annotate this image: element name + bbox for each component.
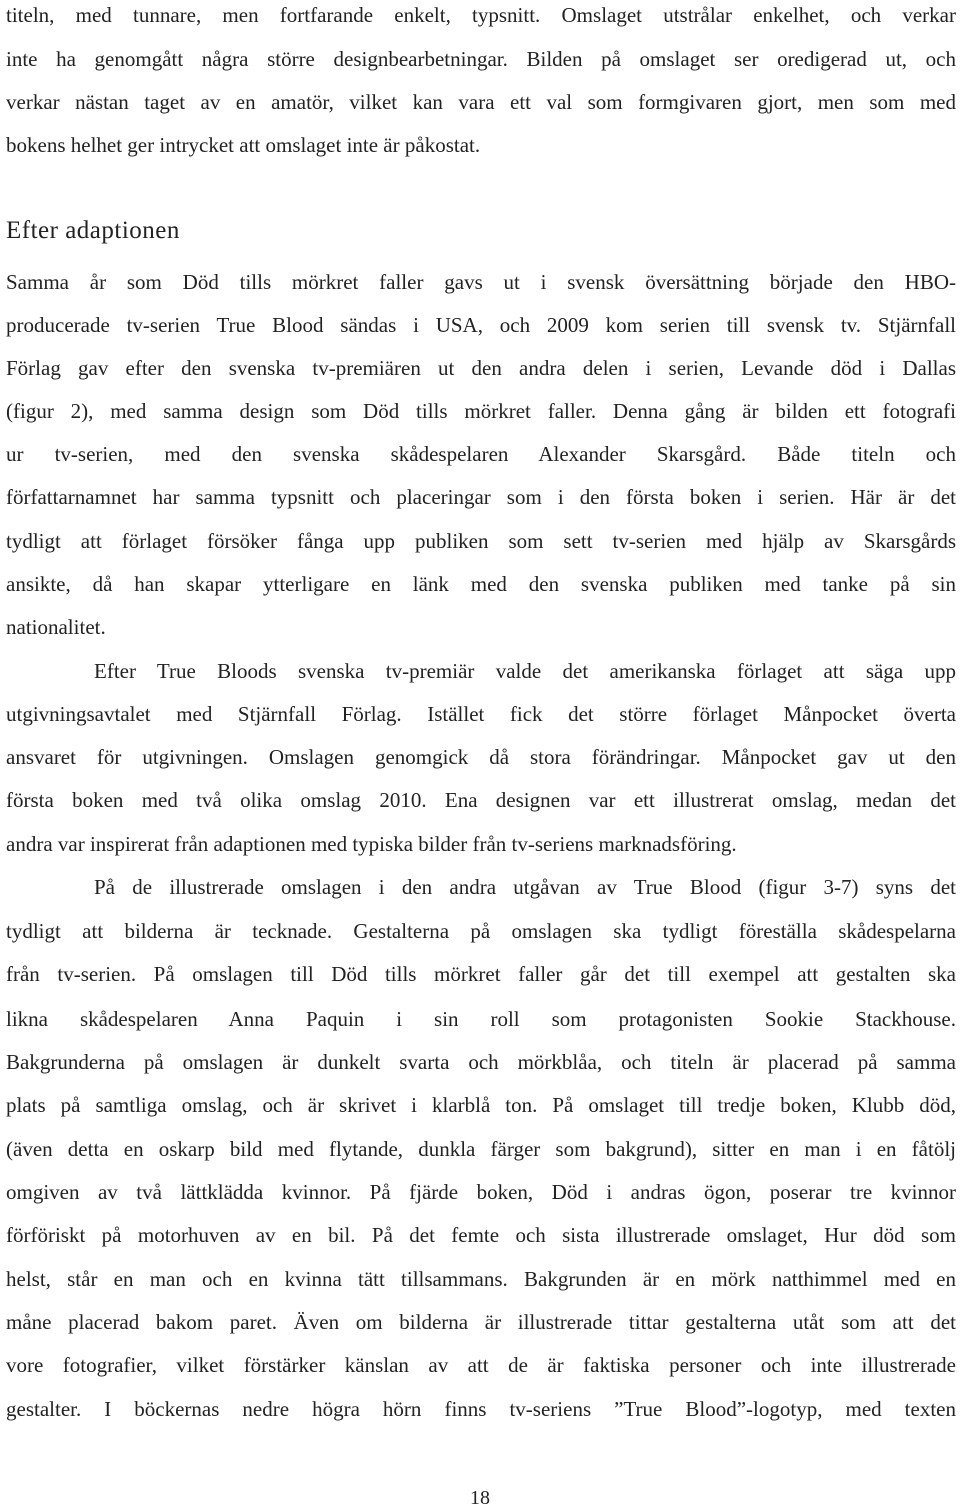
text-line: likna skådespelaren Anna Paquin i sin roll som protagonisten Sookie Stackhouse. xyxy=(6,1007,956,1031)
text-line: ur tv-serien, med den svenska skådespelaren Alexander Skarsgård. Både titeln och xyxy=(6,442,956,466)
text-line: ansvaret för utgivningen. Omslagen genomgick då stora förändringar. Månpocket gav ut den xyxy=(6,745,956,769)
text-line: ansikte, då han skapar ytterligare en länk med den svenska publiken med tanke på sin xyxy=(6,572,956,596)
text-line: författarnamnet har samma typsnitt och placeringar som i den första boken i serien. Här är det xyxy=(6,485,956,509)
text-line: verkar nästan taget av en amatör, vilket kan vara ett val som formgivaren gjort, men som med xyxy=(6,90,956,114)
text-line: På de illustrerade omslagen i den andra utgåvan av True Blood (figur 3-7) syns det xyxy=(94,875,956,899)
page-number: 18 xyxy=(470,1487,490,1509)
text-line: helst, står en man och en kvinna tätt tillsammans. Bakgrunden är en mörk natthimmel med en xyxy=(6,1267,956,1291)
text-line: nationalitet. xyxy=(6,615,106,639)
text-line: Förlag gav efter den svenska tv-premiären ut den andra delen i serien, Levande död i Dallas xyxy=(6,356,956,380)
text-line: (även detta en oskarp bild med flytande, dunkla färger som bakgrund), sitter en man i en fåtölj xyxy=(6,1137,956,1161)
text-line: Samma år som Död tills mörkret faller gavs ut i svensk översättning började den HBO- xyxy=(6,270,956,294)
text-line: förföriskt på motorhuven av en bil. På det femte och sista illustrerade omslaget, Hur död som xyxy=(6,1223,956,1247)
text-line: första boken med två olika omslag 2010. Ena designen var ett illustrerat omslag, medan det xyxy=(6,788,956,812)
text-line: vore fotografier, vilket förstärker känslan av att de är faktiska personer och inte illustrerade xyxy=(6,1353,956,1377)
text-line: producerade tv-serien True Blood sändas i USA, och 2009 kom serien till svensk tv. Stjärnfall xyxy=(6,313,956,337)
text-line: titeln, med tunnare, men fortfarande enkelt, typsnitt. Omslaget utstrålar enkelhet, och verkar xyxy=(6,3,956,27)
section-heading: Efter adaptionen xyxy=(6,217,180,244)
text-line: bokens helhet ger intrycket att omslaget inte är påkostat. xyxy=(6,133,481,157)
text-line: (figur 2), med samma design som Död tills mörkret faller. Denna gång är bilden ett fotografi xyxy=(6,399,956,423)
text-line: gestalter. I böckernas nedre högra hörn finns tv-seriens ”True Blood”-logotyp, med texten xyxy=(6,1397,956,1421)
text-line: från tv-serien. På omslagen till Död tills mörkret faller går det till exempel att gestalten ska xyxy=(6,962,956,986)
text-line: tydligt att bilderna är tecknade. Gestalterna på omslagen ska tydligt föreställa skådespelarna xyxy=(6,919,956,943)
text-line: plats på samtliga omslag, och är skrivet i klarblå ton. På omslaget till tredje boken, Klubb död, xyxy=(6,1093,956,1117)
text-line: tydligt att förlaget försöker fånga upp publiken som sett tv-serien med hjälp av Skarsgårds xyxy=(6,529,956,553)
text-line: Bakgrunderna på omslagen är dunkelt svarta och mörkblåa, och titeln är placerad på samma xyxy=(6,1050,956,1074)
text-line: måne placerad bakom paret. Även om bilderna är illustrerade tittar gestalterna utåt som att det xyxy=(6,1310,956,1334)
text-line: andra var inspirerat från adaptionen med typiska bilder från tv-seriens marknadsföring. xyxy=(6,832,737,856)
text-line: Efter True Bloods svenska tv-premiär valde det amerikanska förlaget att säga upp xyxy=(94,659,956,683)
text-line: utgivningsavtalet med Stjärnfall Förlag. Istället fick det större förlaget Månpocket överta xyxy=(6,702,956,726)
text-line: omgiven av två lättklädda kvinnor. På fjärde boken, Död i andras ögon, poserar tre kvinnor xyxy=(6,1180,956,1204)
text-line: inte ha genomgått några större designbearbetningar. Bilden på omslaget ser oredigerad ut, och xyxy=(6,47,956,71)
